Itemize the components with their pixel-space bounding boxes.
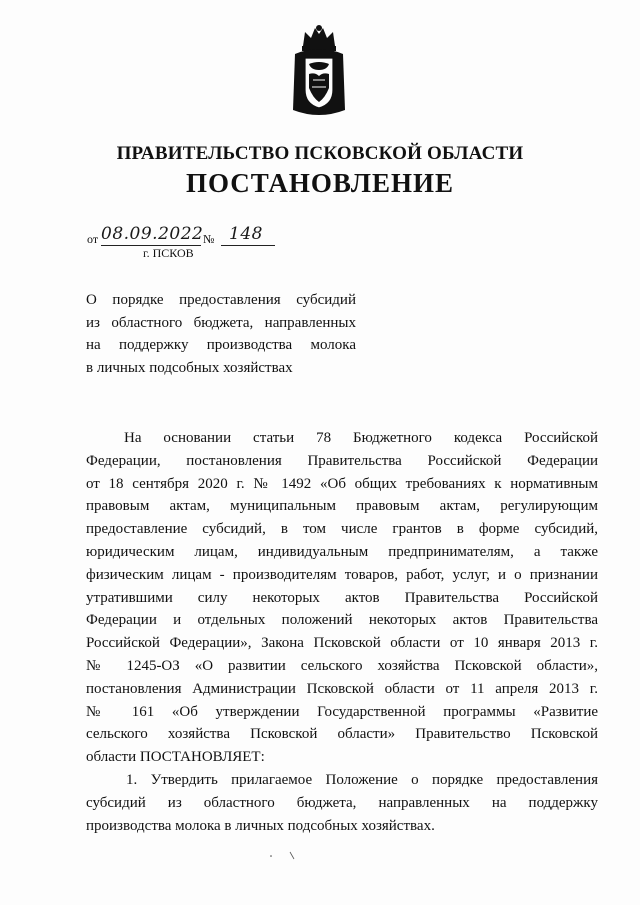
organization-title: ПРАВИТЕЛЬСТВО ПСКОВСКОЙ ОБЛАСТИ [116, 143, 524, 164]
number-prefix: № [203, 232, 215, 246]
date-prefix: от [87, 232, 99, 246]
body-line: постановления Администрации Псковской области от 11 апреля 2013 г. [86, 680, 598, 697]
body-line: предоставление субсидий, в том числе грантов в форме субсидий, [86, 521, 598, 538]
body-line: Российской Федерации», Закона Псковской области от 10 января 2013 г. [86, 635, 598, 652]
body-line: 1. Утвердить прилагаемое Положение о порядке предоставления [126, 771, 598, 788]
coat-of-arms-icon [289, 24, 349, 120]
body-line: сельского хозяйства Псковской области» Правительство Псковской [86, 726, 598, 743]
body-line: правовым актам, муниципальным правовым актам, регулирующим [86, 498, 598, 515]
document-type-title: ПОСТАНОВЛЕНИЕ [185, 168, 455, 198]
number-underline [221, 245, 275, 246]
number-value: 148 [229, 224, 263, 244]
registration-line [87, 224, 287, 248]
subject-line: в личных подсобных хозяйствах [86, 360, 293, 377]
body-line: № 1245-ОЗ «О развитии сельского хозяйства Псковской области», [86, 657, 598, 674]
document-subject [86, 289, 356, 380]
document-body [86, 427, 598, 837]
body-line: от 18 сентября 2020 г. № 1492 «Об общих требованиях к нормативным [86, 475, 598, 492]
body-line: физическим лицам - производителям товаров, работ, услуг, и о признании [86, 566, 598, 583]
subject-line: из областного бюджета, направленных [86, 314, 356, 331]
scan-speck-icon [268, 850, 298, 862]
body-line: субсидий из областного бюджета, направленных на поддержку [86, 794, 598, 811]
body-line: № 161 «Об утверждении Государственной программы «Развитие [86, 703, 598, 720]
body-line: Федерации, постановления Правительства Российской Федерации [86, 452, 598, 469]
date-value: 08.09.2022 [101, 224, 204, 244]
body-line: юридическим лицам, индивидуальным предпринимателям, а также [86, 543, 598, 560]
body-line: утратившими силу некоторых актов Правительства Российской [86, 589, 598, 606]
body-line: области ПОСТАНОВЛЯЕТ: [86, 749, 265, 766]
subject-line: на поддержку производства молока [86, 337, 356, 354]
body-line: На основании статьи 78 Бюджетного кодекса Российской [124, 430, 598, 446]
city-label: г. ПСКОВ [143, 246, 194, 260]
subject-line: О порядке предоставления субсидий [86, 292, 356, 308]
body-line: производства молока в личных подсобных хозяйствах. [86, 817, 435, 834]
body-line: Федерации и отдельных положений некоторых актов Правительства [86, 612, 598, 629]
